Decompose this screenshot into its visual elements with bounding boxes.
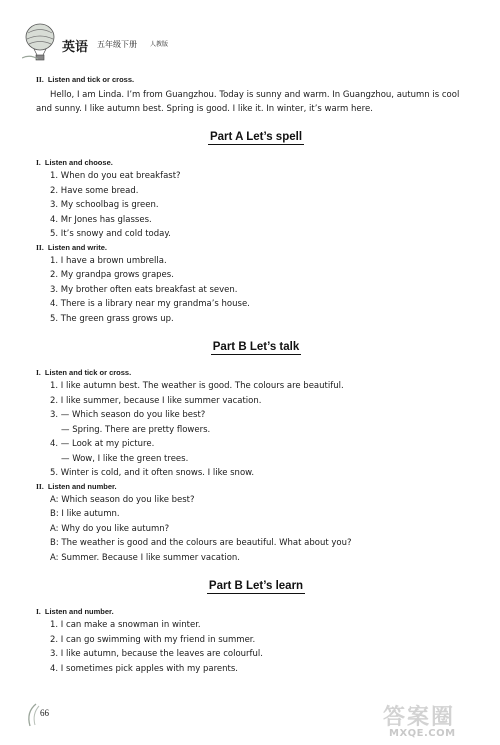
list-item: 1. When do you eat breakfast? xyxy=(50,171,181,181)
intro-paragraph: Hello, I am Linda. I’m from Guangzhou. Today is sunny and warm. In Guangzhou, autumn is cool and sunny. I like autumn best. Spring is good. I like it. In winter, it’s warm here. xyxy=(36,90,460,114)
hot-air-balloon-icon xyxy=(22,22,58,62)
list-item: B: I like autumn. xyxy=(50,509,120,519)
edition-label: 人教版 xyxy=(150,41,169,48)
page-number: 66 xyxy=(40,708,49,718)
list-item: 1. I can make a snowman in winter. xyxy=(50,620,201,630)
list-item: 1. I like autumn best. The weather is good. The colours are beautiful. xyxy=(50,381,344,391)
section-title: I. Listen and tick or cross. xyxy=(36,368,132,377)
list-item: 4. I sometimes pick apples with my parents. xyxy=(50,663,239,674)
watermark-url: MXQE.COM xyxy=(389,728,456,739)
list-item: 5. It’s snowy and cold today. xyxy=(50,229,171,239)
list-item: 2. I like summer, because I like summer vacation. xyxy=(50,395,262,406)
list-item: 3. I like autumn, because the leaves are colourful. xyxy=(50,649,263,659)
list-item: 2. I can go swimming with my friend in summer. xyxy=(50,634,256,645)
list-item: 5. Winter is cold, and it often snows. I like snow. xyxy=(50,468,255,478)
part-b-talk-heading: Part B Let’s talk xyxy=(212,341,300,353)
watermark-logo: 答案圈 xyxy=(383,705,456,730)
page-header xyxy=(22,22,262,62)
list-item: 4. There is a library near my grandma’s house. xyxy=(50,299,250,309)
page-footer xyxy=(22,700,102,730)
list-item: A: Which season do you like best? xyxy=(50,494,195,505)
list-item: A: Why do you like autumn? xyxy=(50,523,170,534)
list-item: 2. Have some bread. xyxy=(50,185,139,196)
list-item: 4. Mr Jones has glasses. xyxy=(50,214,152,225)
part-a-spell-heading: Part A Let’s spell xyxy=(209,131,303,143)
list-item: 5. The green grass grows up. xyxy=(50,313,174,324)
section-title: I. Listen and choose. xyxy=(36,158,113,167)
list-item: 3. — Which season do you like best? xyxy=(50,410,206,420)
section-title: I. Listen and number. xyxy=(36,607,114,616)
list-item: A: Summer. Because I like summer vacation. xyxy=(50,552,241,563)
watermark xyxy=(383,700,495,742)
list-item: 4. — Look at my picture. xyxy=(50,439,155,449)
list-item: — Spring. There are pretty flowers. xyxy=(61,424,211,435)
section-title: II. Listen and number. xyxy=(36,481,117,491)
subject-title: 英语 xyxy=(62,40,89,55)
section-title: II. Listen and write. xyxy=(36,242,107,252)
list-item: 3. My brother often eats breakfast at seven. xyxy=(50,284,238,295)
page-content xyxy=(36,74,476,676)
section-title: II. Listen and tick or cross. xyxy=(36,75,135,84)
list-item: B: The weather is good and the colours are beautiful. What about you? xyxy=(50,538,352,548)
list-item: 3. My schoolbag is green. xyxy=(50,200,159,210)
list-item: — Wow, I like the green trees. xyxy=(61,453,189,464)
grade-label: 五年级下册 xyxy=(97,40,137,49)
list-item: 2. My grandpa grows grapes. xyxy=(50,270,174,280)
part-b-learn-heading: Part B Let’s learn xyxy=(208,580,304,592)
list-item: 1. I have a brown umbrella. xyxy=(50,255,167,266)
